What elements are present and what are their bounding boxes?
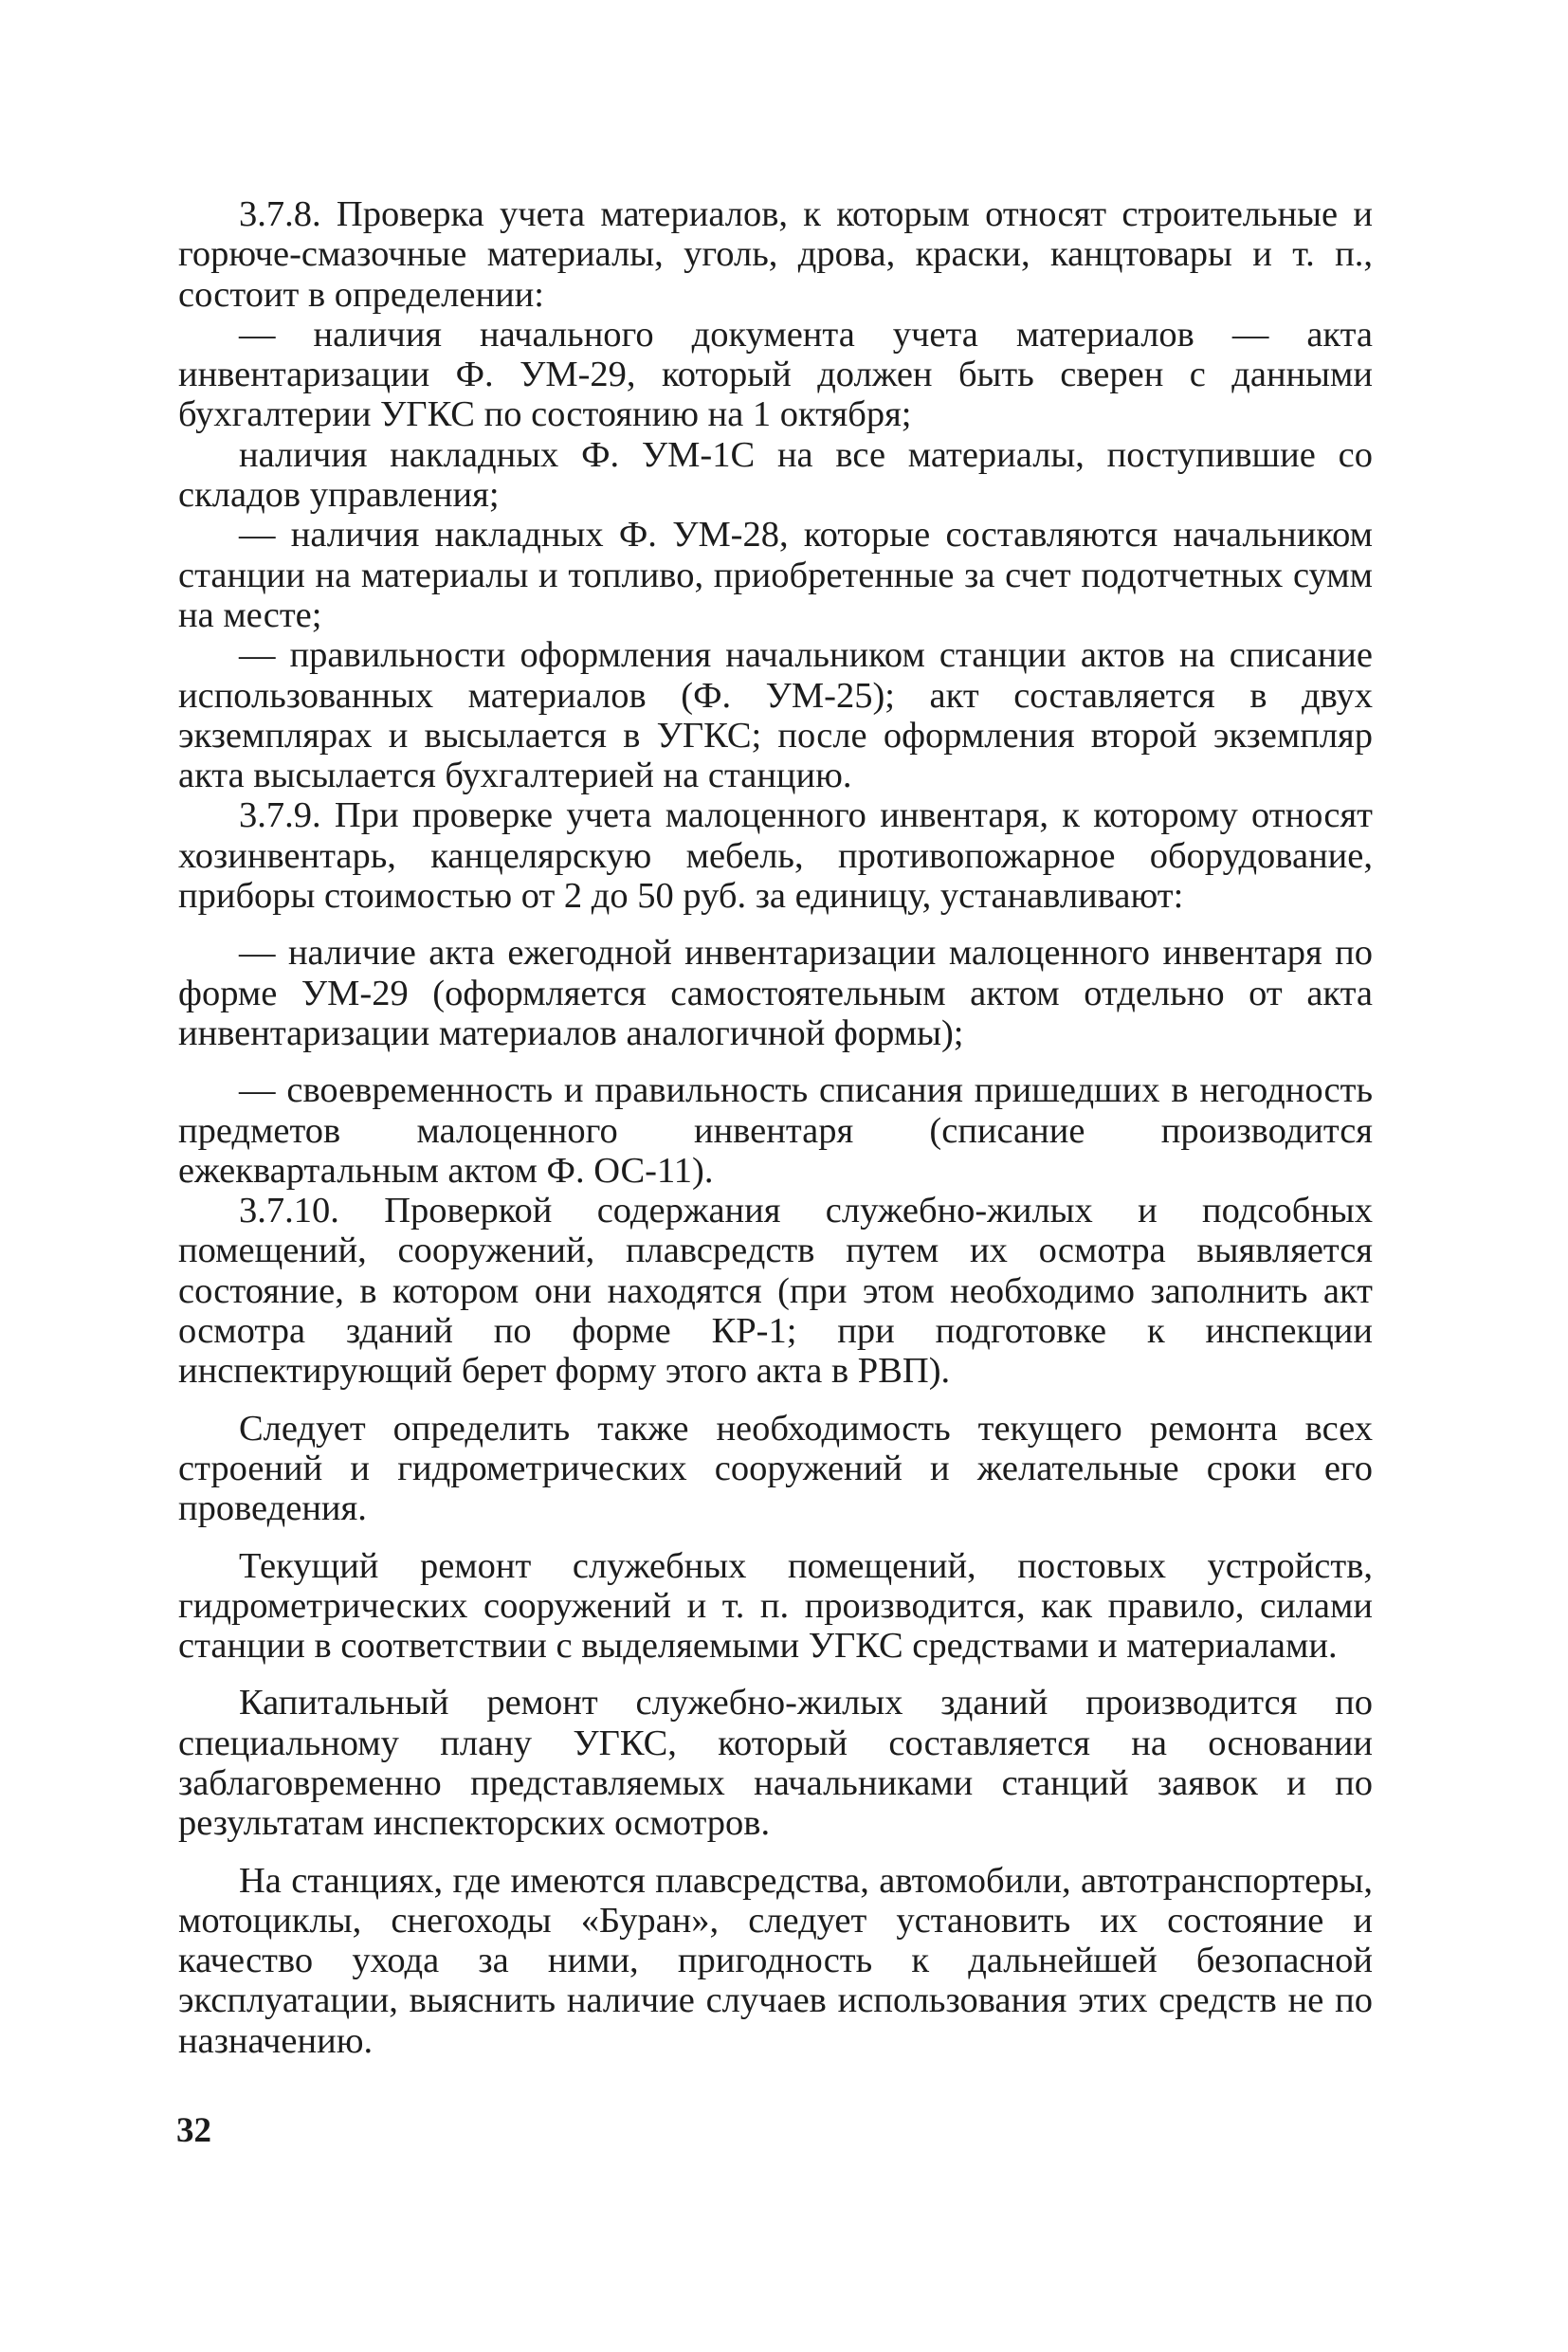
list-item-inventory-act: — наличия начального документа учета материалов — акта инвентаризации Ф. УМ-29, который должен быть сверен с данными бухгалтерии УГКС по состоянию на 1 октября; bbox=[178, 314, 1373, 435]
list-item-annual-inventory: — наличие акта ежегодной инвентаризации малоценного инвентаря по форме УМ-29 (оформляется самостоятельным актом отдельно от акта инвентаризации материалов аналогичной формы); bbox=[178, 933, 1373, 1053]
list-item-waybills-um1c: наличия накладных Ф. УМ-1С на все материалы, поступившие со складов управления; bbox=[178, 434, 1373, 516]
paragraph-vehicles: На станциях, где имеются плавсредства, автомобили, автотранспортеры, мотоциклы, снегоходы «Буран», следует установить их состояние и качество ухода за ними, пригодность к дальнейшей безопасной эксплуатации, выяснить наличие случаев использования этих средств не по назначению. bbox=[178, 1860, 1373, 2061]
paragraph-3-7-8: 3.7.8. Проверка учета материалов, к которым относят строительные и горюче-смазочные материалы, уголь, дрова, краски, канцтовары и т. п., состоит в определении: bbox=[178, 194, 1373, 315]
page-number: 32 bbox=[176, 2111, 211, 2150]
list-item-timely-writeoff: — своевременность и правильность списания пришедших в негодность предметов малоценного инвентаря (списание производится ежеквартальным актом Ф. ОС-11). bbox=[178, 1070, 1373, 1191]
body-text bbox=[178, 194, 1373, 2061]
paragraph-current-repair: Текущий ремонт служебных помещений, постовых устройств, гидрометрических сооружений и т. п. производится, как правило, силами станции в соответствии с выделяемыми УГКС средствами и материалами. bbox=[178, 1545, 1373, 1667]
list-item-waybills-um28: — наличия накладных Ф. УМ-28, которые составляются начальником станции на материалы и топливо, приобретенные за счет подотчетных сумм на месте; bbox=[178, 515, 1373, 635]
paragraph-capital-repair: Капитальный ремонт служебно-жилых зданий производится по специальному плану УГКС, который составляется на основании заблаговременно представляемых начальниками станций заявок и по результатам инспекторских осмотров. bbox=[178, 1683, 1373, 1844]
paragraph-current-repair-need: Следует определить также необходимость текущего ремонта всех строений и гидрометрических сооружений и желательные сроки его проведения. bbox=[178, 1408, 1373, 1529]
paragraph-3-7-10: 3.7.10. Проверкой содержания служебно-жилых и подсобных помещений, сооружений, плавсредств путем их осмотра выявляется состояние, в котором они находятся (при этом необходимо заполнить акт осмотра зданий по форме КР-1; при подготовке к инспекции инспектирующий берет форму этого акта в РВП). bbox=[178, 1191, 1373, 1392]
paragraph-3-7-9: 3.7.9. При проверке учета малоценного инвентаря, к которому относят хозинвентарь, канцелярскую мебель, противопожарное оборудование, приборы стоимостью от 2 до 50 руб. за единицу, устанавливают: bbox=[178, 795, 1373, 917]
list-item-writeoff-acts: — правильности оформления начальником станции актов на списание использованных материалов (Ф. УМ-25); акт составляется в двух экземплярах и высылается в УГКС; после оформления второй экземпляр акта высылается бухгалтерией на станцию. bbox=[178, 635, 1373, 796]
